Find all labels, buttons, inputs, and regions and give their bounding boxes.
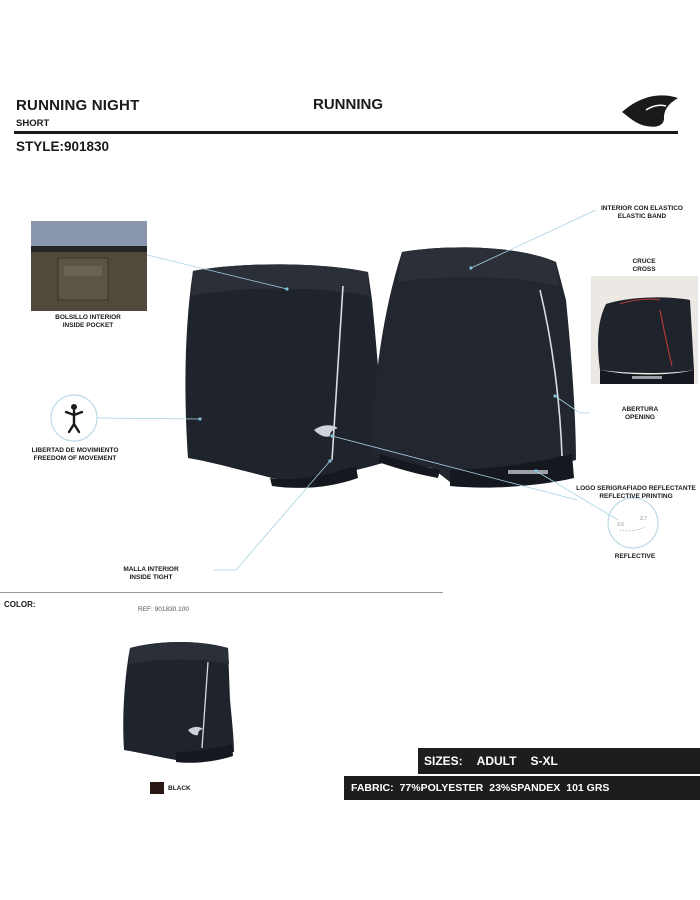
svg-text:3.7: 3.7 xyxy=(640,516,647,522)
callout-opening xyxy=(604,406,676,422)
callout-inside-pocket-en: INSIDE POCKET xyxy=(62,322,114,329)
color-label: COLOR: xyxy=(4,600,36,609)
sizes-range: S-XL xyxy=(530,754,558,768)
callout-freedom xyxy=(20,447,130,463)
product-name: RUNNING NIGHT xyxy=(16,97,140,114)
sizes-group: ADULT xyxy=(476,754,517,768)
joma-logo-icon xyxy=(622,95,678,126)
reference-code: REF: 901830.100 xyxy=(138,606,189,613)
callout-inside-tight-es: MALLA INTERIOR xyxy=(123,566,179,573)
sizes-bar xyxy=(418,748,700,774)
callout-cross xyxy=(612,258,676,274)
color-swatch xyxy=(150,782,164,794)
fabric-composition-spandex: 23%SPANDEX xyxy=(489,782,561,794)
callout-reflective-printing xyxy=(574,485,698,501)
callout-cross-es: CRUCE xyxy=(632,258,656,265)
callout-reflective: REFLECTIVE xyxy=(614,553,656,560)
fabric-weight: 101 GRS xyxy=(566,782,610,794)
style-code: STYLE:901830 xyxy=(16,139,110,154)
color-swatch-label: BLACK xyxy=(168,785,191,792)
short-front-view xyxy=(185,264,386,488)
callout-cross-en: CROSS xyxy=(632,266,656,273)
callout-elastic-band-en: ELASTIC BAND xyxy=(617,213,667,220)
callout-inside-tight xyxy=(108,566,194,582)
freedom-movement-icon xyxy=(51,395,97,441)
callout-freedom-es: LIBERTAD DE MOVIMIENTO xyxy=(31,447,119,454)
callout-elastic-band-es: INTERIOR CON ELASTICO xyxy=(601,205,683,212)
fabric-composition-polyester: 77%POLYESTER xyxy=(399,782,484,794)
svg-text:3.5: 3.5 xyxy=(617,522,624,528)
color-section-divider xyxy=(0,592,443,593)
category-title: RUNNING xyxy=(313,96,383,113)
short-back-view xyxy=(372,247,576,487)
inside-pocket-photo xyxy=(31,221,147,311)
callout-reflective-printing-en: REFLECTIVE PRINTING xyxy=(599,493,673,500)
callout-reflective-printing-es: LOGO SERIGRAFIADO REFLECTANTE xyxy=(576,485,696,492)
sizes-label: SIZES: xyxy=(424,754,463,768)
callout-inside-pocket xyxy=(26,314,150,330)
product-type: SHORT xyxy=(16,118,50,129)
callout-opening-en: OPENING xyxy=(625,414,655,421)
reflective-detail-icon xyxy=(608,498,658,548)
callout-inside-pocket-es: BOLSILLO INTERIOR xyxy=(55,314,121,321)
callout-elastic-band xyxy=(590,205,694,221)
callout-inside-tight-en: INSIDE TIGHT xyxy=(129,574,173,581)
fabric-bar xyxy=(344,776,700,800)
fabric-label: FABRIC: xyxy=(351,782,394,794)
callout-opening-es: ABERTURA xyxy=(621,406,659,413)
callout-freedom-en: FREEDOM OF MOVEMENT xyxy=(33,455,117,462)
short-color-sample xyxy=(123,642,234,763)
cross-detail-photo xyxy=(591,276,698,384)
